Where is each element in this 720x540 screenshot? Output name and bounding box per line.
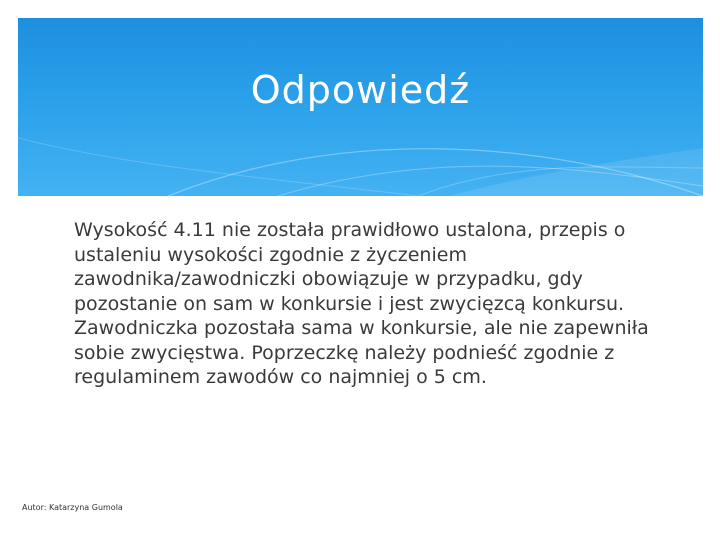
answer-paragraph-1: Wysokość 4.11 nie została prawidłowo ustalona, przepis o ustaleniu wysokości zgodnie z życzeniem zawodnika/zawodniczki obowiązuje w przypadku, gdy pozostanie on sam w konkursie i jest zwycięzcą konkursu. (74, 219, 626, 315)
author-credit: Autor: Katarzyna Gumola (22, 503, 123, 512)
slide-title: Odpowiedź (250, 68, 471, 112)
title-band (18, 18, 703, 196)
answer-paragraph-2: Zawodniczka pozostała sama w konkursie, ale nie zapewniła sobie zwycięstwa. Poprzeczkę należy podnieść zgodnie z regulaminem zawodów co najmniej o 5 cm. (74, 317, 649, 388)
answer-text (74, 218, 664, 390)
